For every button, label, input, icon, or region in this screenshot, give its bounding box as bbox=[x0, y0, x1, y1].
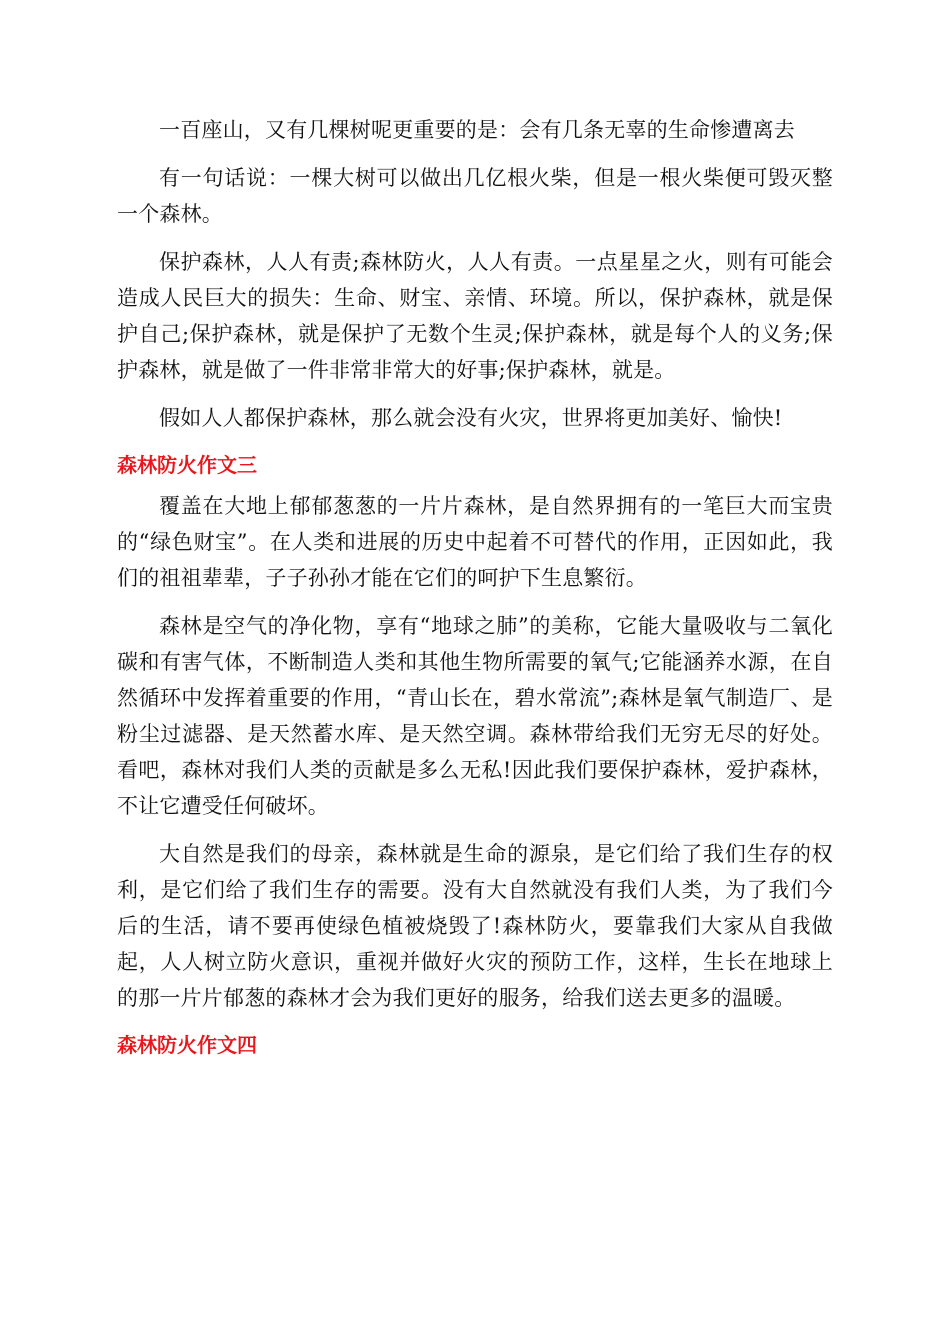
paragraph: 森林是空气的净化物，享有“地球之肺”的美称，它能大量吸收与二氧化碳和有害气体，不断制造人类和其他生物所需要的氧气;它能涵养水源，在自然循环中发挥着重要的作用，“青山长在，碧水常流”;森林是氧气制造厂、是粉尘过滤器、是天然蓄水库、是天然空调。森林带给我们无穷无尽的好处。看吧，森林对我们人类的贡献是多么无私!因此我们要保护森林，爱护森林，不让它遭受任何破坏。 bbox=[117, 614, 833, 818]
paragraph: 大自然是我们的母亲，森林就是生命的源泉，是它们给了我们生存的权利，是它们给了我们生存的需要。没有大自然就没有我们人类，为了我们今后的生活，请不要再使绿色植被烧毁了!森林防火，要靠我们大家从自我做起，人人树立防火意识，重视并做好火灾的预防工作，这样，生长在地球上的那一片片郁葱的森林才会为我们更好的服务，给我们送去更多的温暖。 bbox=[117, 842, 833, 1010]
section-heading-3: 森林防火作文三 bbox=[117, 453, 257, 477]
paragraph: 一百座山，又有几棵树呢更重要的是：会有几条无辜的生命惨遭离去 bbox=[159, 118, 795, 142]
section-heading-4: 森林防火作文四 bbox=[117, 1033, 257, 1057]
paragraph: 保护森林，人人有责;森林防火，人人有责。一点星星之火，则有可能会造成人民巨大的损失：生命、财宝、亲情、环境。所以，保护森林，就是保护自己;保护森林，就是保护了无数个生灵;保护森林，就是每个人的义务;保护森林，就是做了一件非常非常大的好事;保护森林，就是。 bbox=[117, 250, 833, 382]
paragraph: 有一句话说：一棵大树可以做出几亿根火柴，但是一根火柴便可毁灭整一个森林。 bbox=[117, 166, 833, 226]
paragraph: 假如人人都保护森林，那么就会没有火灾，世界将更加美好、愉快! bbox=[159, 406, 783, 430]
paragraph: 覆盖在大地上郁郁葱葱的一片片森林，是自然界拥有的一笔巨大而宝贵的“绿色财宝”。在人类和进展的历史中起着不可替代的作用，正因如此，我们的祖祖辈辈，子子孙孙才能在它们的呵护下生息繁衍。 bbox=[117, 494, 833, 590]
